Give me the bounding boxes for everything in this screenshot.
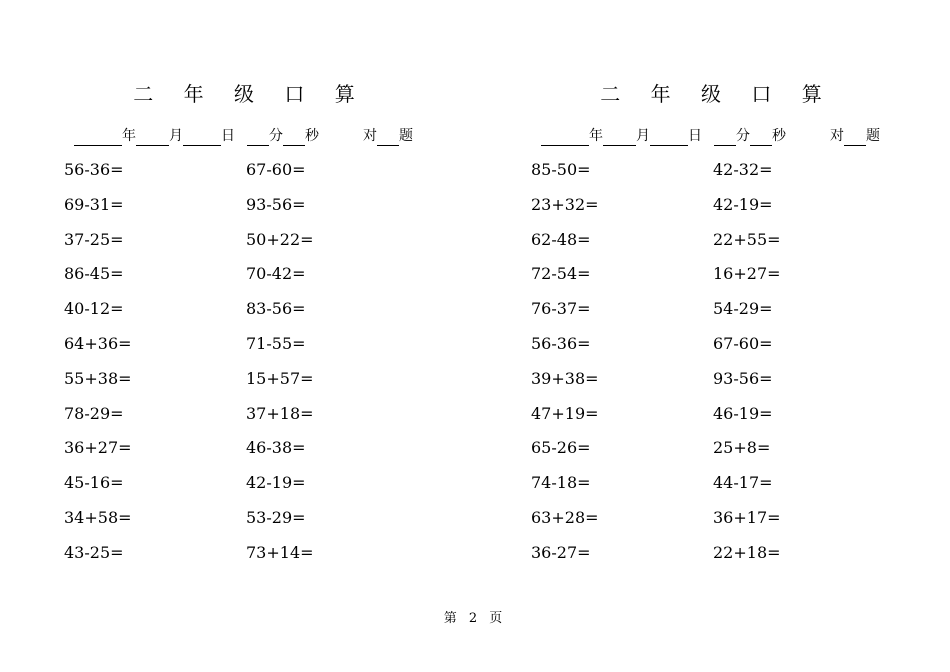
- problem: 71-55=: [246, 333, 306, 353]
- problem-row: [527, 365, 907, 400]
- problem: 67-60=: [713, 333, 773, 353]
- problem-row: [527, 191, 907, 226]
- problem-row: [60, 330, 440, 365]
- correct-label: 对: [363, 128, 377, 144]
- problem: 42-19=: [246, 473, 306, 493]
- worksheet-title: 二 年 级 口 算: [600, 82, 834, 106]
- problem: 62-48=: [531, 229, 591, 249]
- problem: 56-36=: [64, 160, 124, 179]
- problem-row: [60, 504, 440, 539]
- second-label: 秒: [772, 128, 786, 144]
- year-label: 年: [589, 128, 603, 144]
- problem: 42-32=: [713, 160, 773, 179]
- problem-row: [60, 469, 440, 504]
- problem: 55+38=: [64, 368, 132, 388]
- questions-label: 题: [866, 128, 880, 144]
- problem: 93-56=: [713, 368, 773, 388]
- problem-row: [60, 191, 440, 226]
- problem: 64+36=: [64, 333, 132, 353]
- problem: 23+32=: [531, 194, 599, 214]
- minute-label: 分: [736, 128, 750, 144]
- day-blank[interactable]: [650, 129, 688, 146]
- problem-row: [60, 539, 440, 574]
- problem: 25+8=: [713, 438, 771, 458]
- problem: 83-56=: [246, 299, 306, 319]
- problem: 36+27=: [64, 438, 132, 458]
- problem: 70-42=: [246, 264, 306, 284]
- problem: 37+18=: [246, 403, 314, 423]
- problem-row: [60, 434, 440, 469]
- problem: 76-37=: [531, 299, 591, 319]
- problem: 22+18=: [713, 542, 781, 562]
- page-number: 第 2 页: [443, 611, 507, 626]
- problem: 47+19=: [531, 403, 599, 423]
- problem-row: [527, 226, 907, 261]
- problem: 54-29=: [713, 299, 773, 319]
- problem-row: [527, 504, 907, 539]
- problem: 69-31=: [64, 194, 124, 214]
- problem: 73+14=: [246, 542, 314, 562]
- problem: 65-26=: [531, 438, 591, 458]
- problem: 46-38=: [246, 438, 306, 458]
- problem: 34+58=: [64, 507, 132, 527]
- problem: 37-25=: [64, 229, 124, 249]
- problem: 85-50=: [531, 160, 591, 179]
- problem-row: [527, 295, 907, 330]
- info-line: [60, 126, 413, 146]
- problem: 74-18=: [531, 473, 591, 493]
- problem-list: [527, 156, 907, 574]
- problem: 42-19=: [713, 194, 773, 214]
- month-label: 月: [169, 128, 183, 144]
- problem-row: [527, 539, 907, 574]
- problem-row: [527, 330, 907, 365]
- second-label: 秒: [305, 128, 319, 144]
- problem: 40-12=: [64, 299, 124, 319]
- year-label: 年: [122, 128, 136, 144]
- minute-label: 分: [269, 128, 283, 144]
- problem-row: [527, 400, 907, 435]
- day-blank[interactable]: [183, 129, 221, 146]
- problem: 50+22=: [246, 229, 314, 249]
- problem-row: [60, 226, 440, 261]
- problem: 86-45=: [64, 264, 124, 284]
- second-blank[interactable]: [750, 129, 772, 146]
- year-blank[interactable]: [541, 129, 589, 146]
- problem: 53-29=: [246, 507, 306, 527]
- minute-blank[interactable]: [714, 129, 736, 146]
- problem: 72-54=: [531, 264, 591, 284]
- problem-row: [60, 156, 440, 191]
- day-label: 日: [688, 128, 702, 144]
- day-label: 日: [221, 128, 235, 144]
- problem: 63+28=: [531, 507, 599, 527]
- correct-blank[interactable]: [377, 129, 399, 146]
- year-blank[interactable]: [74, 129, 122, 146]
- problem: 67-60=: [246, 160, 306, 179]
- problem: 43-25=: [64, 542, 124, 562]
- problem-row: [527, 469, 907, 504]
- problem: 22+55=: [713, 229, 781, 249]
- problem: 45-16=: [64, 473, 124, 493]
- problem-list: [60, 156, 440, 574]
- month-blank[interactable]: [136, 129, 169, 146]
- problem-row: [60, 365, 440, 400]
- problem-row: [60, 260, 440, 295]
- correct-label: 对: [830, 128, 844, 144]
- problem-row: [527, 434, 907, 469]
- questions-label: 题: [399, 128, 413, 144]
- month-label: 月: [636, 128, 650, 144]
- correct-blank[interactable]: [844, 129, 866, 146]
- problem: 39+38=: [531, 368, 599, 388]
- month-blank[interactable]: [603, 129, 636, 146]
- problem: 44-17=: [713, 473, 773, 493]
- minute-blank[interactable]: [247, 129, 269, 146]
- problem-row: [527, 260, 907, 295]
- problem-row: [60, 295, 440, 330]
- problem: 56-36=: [531, 333, 591, 353]
- problem-row: [527, 156, 907, 191]
- problem: 46-19=: [713, 403, 773, 423]
- problem: 15+57=: [246, 368, 314, 388]
- problem: 16+27=: [713, 264, 781, 284]
- problem-row: [60, 400, 440, 435]
- info-line: [527, 126, 880, 146]
- problem: 36-27=: [531, 542, 591, 562]
- problem: 78-29=: [64, 403, 124, 423]
- problem: 93-56=: [246, 194, 306, 214]
- second-blank[interactable]: [283, 129, 305, 146]
- worksheet-title: 二 年 级 口 算: [133, 82, 367, 106]
- problem: 36+17=: [713, 507, 781, 527]
